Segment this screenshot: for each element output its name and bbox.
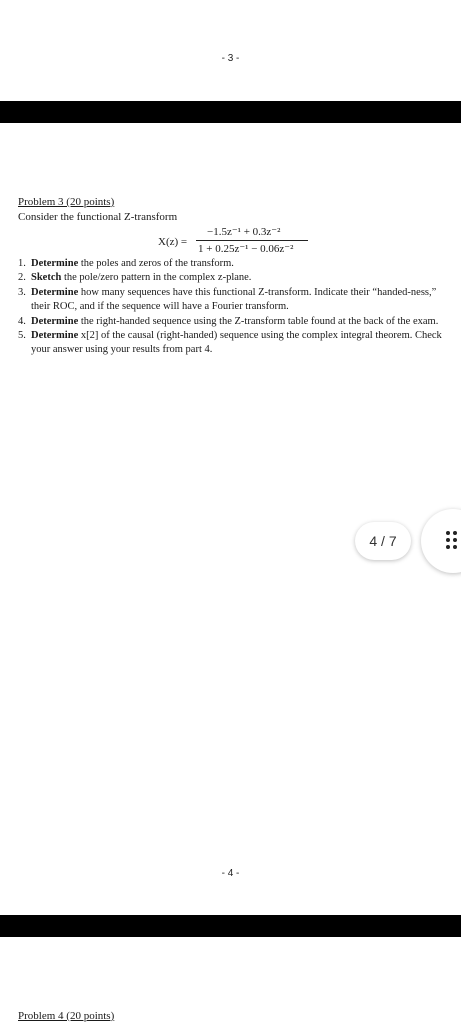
equation-lhs: X(z) = [158, 236, 188, 248]
problem-3-title: Problem 3 (20 points) [18, 196, 115, 208]
task-verb: Determine [31, 330, 79, 342]
task-verb: Determine [31, 258, 79, 269]
equation-denominator: 1 + 0.25z⁻¹ − 0.06z⁻² [198, 243, 294, 255]
grid-menu-button[interactable] [421, 509, 461, 573]
page-indicator-label: 4 / 7 [369, 533, 397, 549]
problem-4-title: Problem 4 (20 points) [18, 1010, 115, 1022]
problem-3-intro: Consider the functional Z-transform [18, 211, 178, 223]
page-separator-bar [0, 915, 461, 937]
task-item [18, 315, 450, 329]
fraction-bar [196, 240, 308, 241]
task-item [18, 286, 450, 315]
task-text: x[2] of the causal (right-handed) sequence using the complex integral theorem. Check your answer using your results from part 4. [31, 330, 442, 356]
task-text: the pole/zero pattern in the complex z-plane. [61, 272, 252, 284]
task-number: 5. [18, 330, 26, 342]
page-indicator-button[interactable] [355, 522, 411, 560]
task-number: 2. [18, 272, 26, 284]
task-text: how many sequences have this functional Z-transform. Indicate their “handed-ness,” their ROC, and if the sequence will have a Fourier transform. [31, 286, 437, 313]
task-item [18, 257, 450, 271]
page-separator-bar [0, 101, 461, 123]
task-item [18, 271, 450, 285]
equation-numerator: −1.5z⁻¹ + 0.3z⁻² [207, 226, 281, 238]
task-number: 4. [18, 315, 26, 327]
problem-3-task-list [18, 257, 450, 358]
page-number-top: - 3 - [221, 53, 240, 64]
task-number: 3. [18, 286, 26, 298]
task-text: the right-handed sequence using the Z-transform table found at the back of the exam. [78, 315, 439, 327]
page-number-bottom: - 4 - [221, 868, 240, 879]
task-verb: Determine [31, 286, 79, 298]
task-number: 1. [18, 258, 26, 269]
task-item [18, 329, 450, 358]
task-verb: Sketch [31, 272, 62, 284]
task-text: the poles and zeros of the transform. [78, 258, 234, 269]
task-verb: Determine [31, 315, 79, 327]
